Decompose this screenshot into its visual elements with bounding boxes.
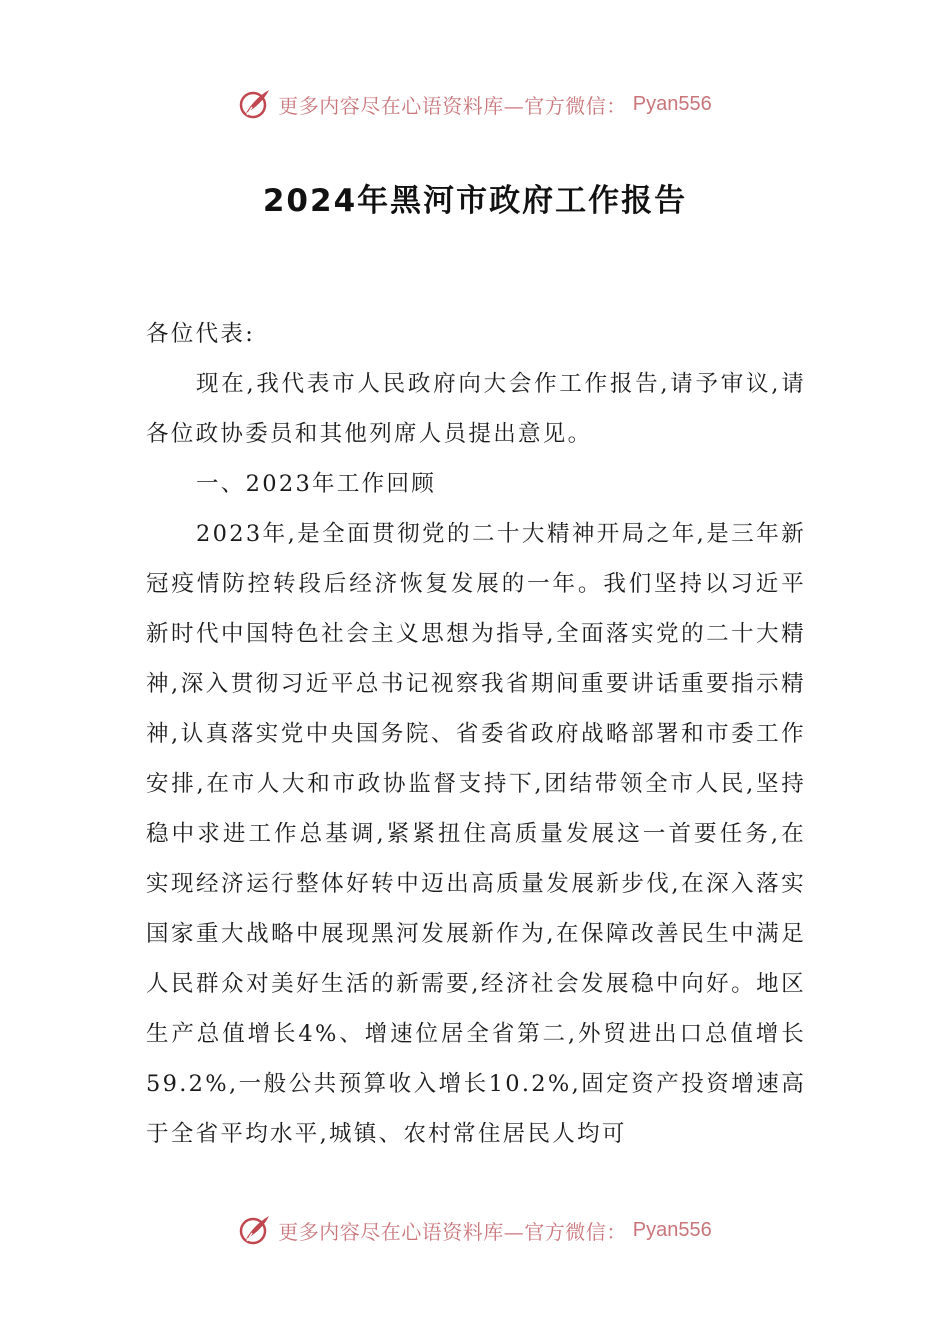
header-watermark	[0, 84, 950, 124]
quill-logo-icon	[238, 1213, 272, 1247]
footer-watermark	[0, 1210, 950, 1250]
watermark-text: 更多内容尽在心语资料库—官方微信：	[278, 1219, 627, 1244]
salutation: 各位代表:	[146, 321, 256, 347]
watermark-wechat-id: Pyan556	[632, 1218, 712, 1241]
intro-paragraph: 现在,我代表市人民政府向大会作工作报告,请予审议,请各位政协委员和其他列席人员提出意见。	[146, 371, 806, 447]
document-body	[146, 309, 806, 1159]
section-heading: 一、2023年工作回顾	[196, 471, 437, 497]
review-paragraph: 2023年,是全面贯彻党的二十大精神开局之年,是三年新冠疫情防控转段后经济恢复发展的一年。我们坚持以习近平新时代中国特色社会主义思想为指导,全面落实党的二十大精神,深入贯彻习近平总书记视察我省期间重要讲话重要指示精神,认真落实党中央国务院、省委省政府战略部署和市委工作安排,在市人大和市政协监督支持下,团结带领全市人民,坚持稳中求进工作总基调,紧紧扭住高质量发展这一首要任务,在实现经济运行整体好转中迈出高质量发展新步伐,在深入落实国家重大战略中展现黑河发展新作为,在保障改善民生中满足人民群众对美好生活的新需要,经济社会发展稳中向好。地区生产总值增长4%、增速位居全省第二,外贸进出口总值增长59.2%,一般公共预算收入增长10.2%,固定资产投资增速高于全省平均水平,城镇、农村常住居民人均可	[146, 521, 806, 1147]
watermark-text: 更多内容尽在心语资料库—官方微信：	[278, 93, 627, 118]
document-title: 2024年黑河市政府工作报告	[262, 183, 688, 219]
watermark-wechat-id: Pyan556	[632, 92, 712, 115]
quill-logo-icon	[238, 87, 272, 121]
